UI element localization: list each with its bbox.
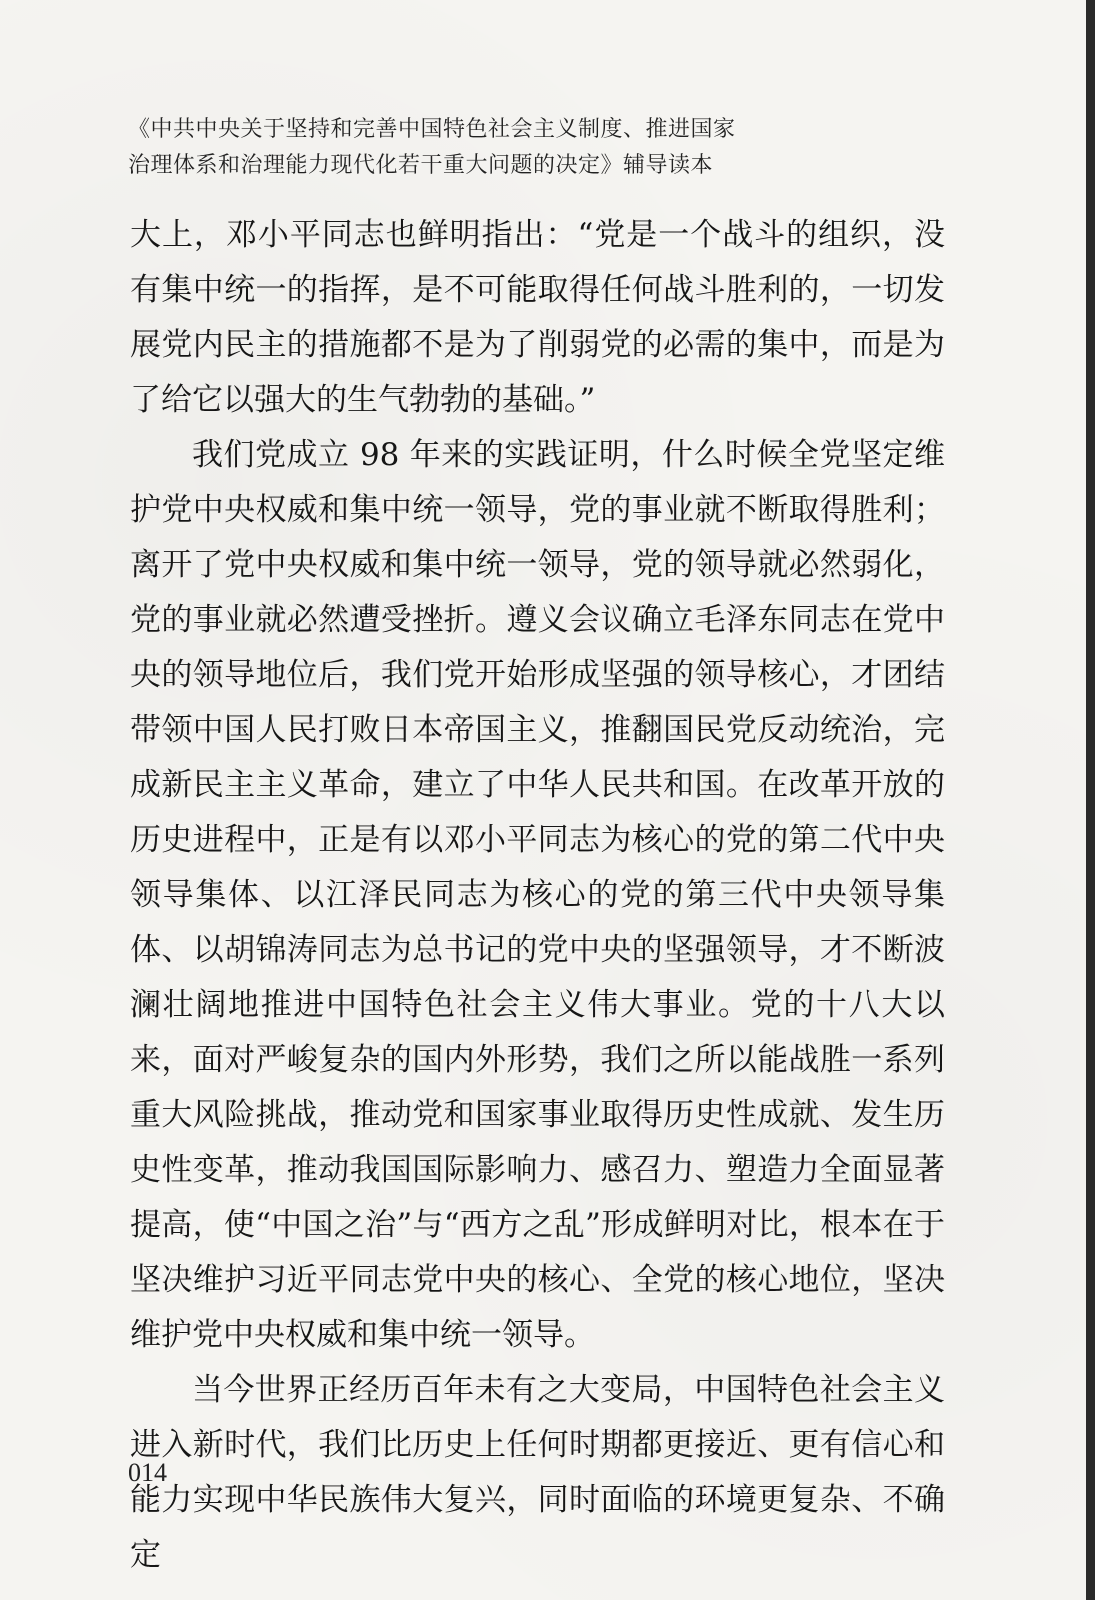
paragraph: 我们党成立 98 年来的实践证明，什么时候全党坚定维护党中央权威和集中统一领导，党的事业就不断取得胜利；离开了党中央权威和集中统一领导，党的领导就必然弱化，党的事业就必然遭受挫折。遵义会议确立毛泽东同志在党中央的领导地位后，我们党开始形成坚强的领导核心，才团结带领中国人民打败日本帝国主义，推翻国民党反动统治，完成新民主主义革命，建立了中华人民共和国。在改革开放的历史进程中，正是有以邓小平同志为核心的党的第二代中央领导集体、以江泽民同志为核心的党的第三代中央领导集体、以胡锦涛同志为总书记的党中央的坚强领导，才不断波澜壮阔地推进中国特色社会主义伟大事业。党的十八大以来，面对严峻复杂的国内外形势，我们之所以能战胜一系列重大风险挑战，推动党和国家事业取得历史性成就、发生历史性变革，推动我国国际影响力、感召力、塑造力全面显著提高，使“中国之治”与“西方之乱”形成鲜明对比，根本在于坚决维护习近平同志党中央的核心、全党的核心地位，坚决维护党中央权威和集中统一领导。 (130, 437, 945, 1353)
page-number: 014 (128, 1458, 167, 1487)
paragraph: 当今世界正经历百年未有之大变局，中国特色社会主义进入新时代，我们比历史上任何时期都更接近、更有信心和能力实现中华民族伟大复兴，同时面临的环境更复杂、不确定 (130, 1372, 945, 1573)
scan-edge-shadow (1086, 0, 1095, 1600)
running-header-line-2: 治理体系和治理能力现代化若干重大问题的决定》辅导读本 (128, 153, 714, 178)
running-header (128, 112, 928, 184)
paragraph-continued: 大上，邓小平同志也鲜明指出：“党是一个战斗的组织，没有集中统一的指挥，是不可能取得任何战斗胜利的，一切发展党内民主的措施都不是为了削弱党的必需的集中，而是为了给它以强大的生气勃勃的基础。” (130, 217, 945, 418)
body-text (130, 208, 945, 1583)
running-header-line-1: 《中共中央关于坚持和完善中国特色社会主义制度、推进国家 (128, 117, 736, 142)
